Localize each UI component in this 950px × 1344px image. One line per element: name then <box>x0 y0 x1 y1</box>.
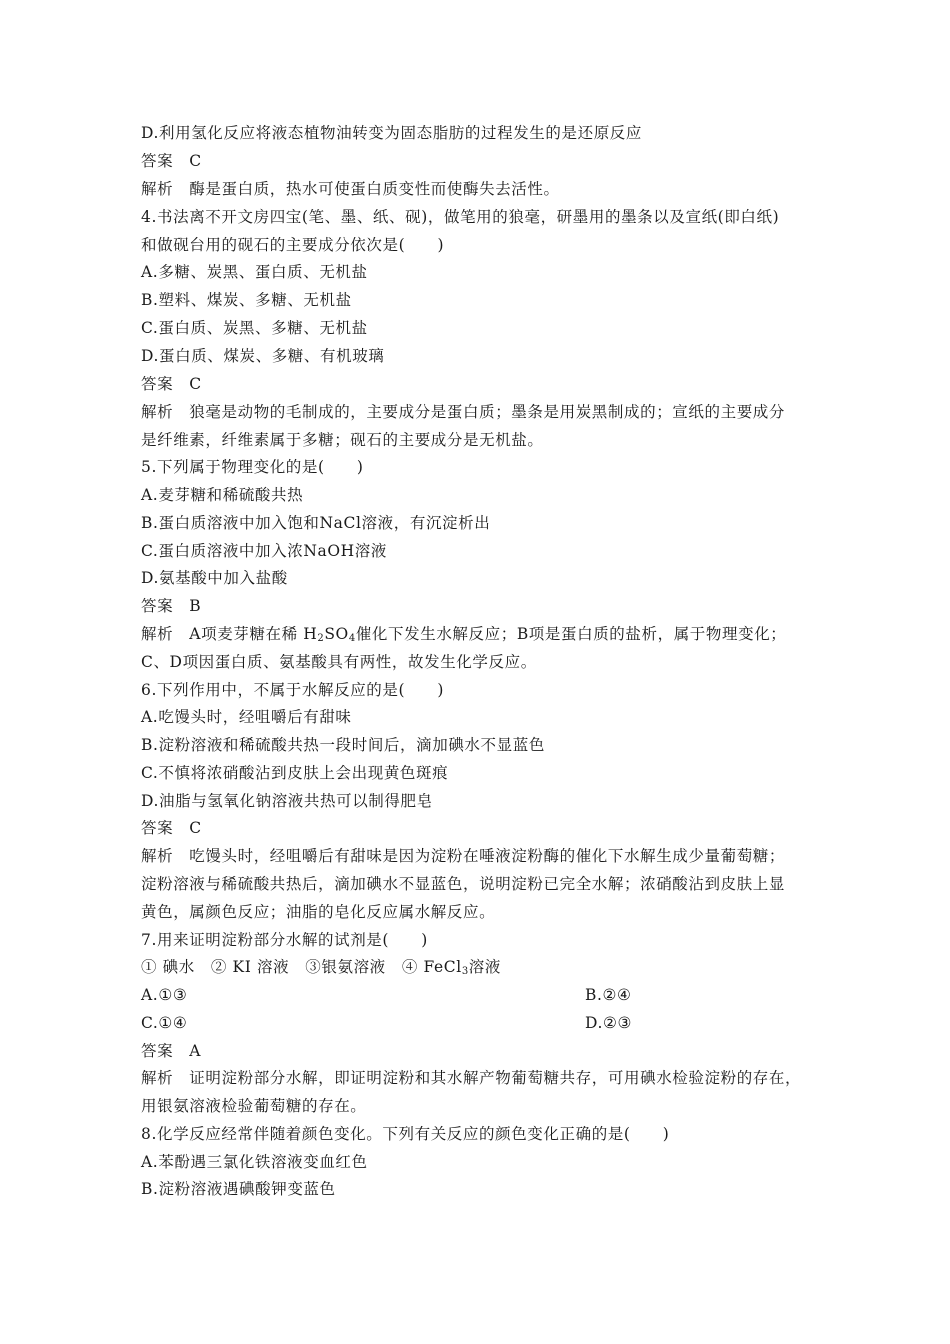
q6-option-d: D.油脂与氢氧化钠溶液共热可以制得肥皂 <box>141 792 433 810</box>
q4-option-c: C.蛋白质、炭黑、多糖、无机盐 <box>141 319 368 337</box>
q5-option-a: A.麦芽糖和稀硫酸共热 <box>141 486 304 504</box>
q4-analysis-line2: 是纤维素，纤维素属于多糖；砚石的主要成分是无机盐。 <box>141 431 544 449</box>
q7-analysis-line1: 解析 证明淀粉部分水解，即证明淀粉和其水解产物葡萄糖共存，可用碘水检验淀粉的存在， <box>141 1069 802 1087</box>
q5-answer: 答案 B <box>141 597 202 615</box>
q6-option-b: B.淀粉溶液和稀硫酸共热一段时间后，滴加碘水不显蓝色 <box>141 736 545 754</box>
q7-options-row1 <box>141 985 832 1005</box>
q7-answer: 答案 A <box>141 1042 202 1060</box>
q8-option-b: B.淀粉溶液遇碘酸钾变蓝色 <box>141 1180 336 1198</box>
q3-option-d: D.利用氢化反应将液态植物油转变为固态脂肪的过程发生的是还原反应 <box>141 124 643 142</box>
q7-option-d: D.②③ <box>585 1014 632 1032</box>
q4-stem-line2: 和做砚台用的砚石的主要成分依次是( ) <box>141 236 445 254</box>
q5-option-d: D.氨基酸中加入盐酸 <box>141 569 288 587</box>
q6-analysis-line1: 解析 吃馒头时，经咀嚼后有甜味是因为淀粉在唾液淀粉酶的催化下水解生成少量葡萄糖； <box>141 847 786 865</box>
q4-option-b: B.塑料、煤炭、多糖、无机盐 <box>141 291 352 309</box>
q3-answer: 答案 C <box>141 152 202 170</box>
q7-stem: 7.用来证明淀粉部分水解的试剂是( ) <box>141 931 428 949</box>
q4-analysis-line1: 解析 狼毫是动物的毛制成的，主要成分是蛋白质；墨条是用炭黑制成的；宣纸的主要成分 <box>141 403 786 421</box>
q3-analysis: 解析 酶是蛋白质，热水可使蛋白质变性而使酶失去活性。 <box>141 180 560 198</box>
q6-option-c: C.不慎将浓硝酸沾到皮肤上会出现黄色斑痕 <box>141 764 449 782</box>
q4-stem-line1: 4.书法离不开文房四宝(笔、墨、纸、砚)，做笔用的狼毫，研墨用的墨条以及宣纸(即白纸) <box>141 208 780 226</box>
q7-reagents: ① 碘水 ② KI 溶液 ③银氨溶液 ④ FeCl$_3$溶液 <box>141 958 501 977</box>
q8-option-a: A.苯酚遇三氯化铁溶液变血红色 <box>141 1153 368 1171</box>
q5-analysis-line1: 解析 A项麦芽糖在稀 $H_2SO_4$催化下发生水解反应；B项是蛋白质的盐析，属于物理变化； <box>141 625 787 644</box>
q6-analysis-line2: 淀粉溶液与稀硫酸共热后，滴加碘水不显蓝色，说明淀粉已完全水解；浓硝酸沾到皮肤上显 <box>141 875 786 893</box>
q4-option-d: D.蛋白质、煤炭、多糖、有机玻璃 <box>141 347 385 365</box>
q5-option-c: C.蛋白质溶液中加入浓NaOH溶液 <box>141 542 387 560</box>
q6-answer: 答案 C <box>141 819 202 837</box>
q7-option-b: B.②④ <box>585 986 632 1004</box>
q7-analysis-line2: 用银氨溶液检验葡萄糖的存在。 <box>141 1097 367 1115</box>
q7-option-c: C.①④ <box>141 1014 188 1032</box>
q8-stem: 8.化学反应经常伴随着颜色变化。下列有关反应的颜色变化正确的是( ) <box>141 1125 670 1143</box>
q6-stem: 6.下列作用中，不属于水解反应的是( ) <box>141 681 444 699</box>
q4-answer: 答案 C <box>141 375 202 393</box>
q5-option-b: B.蛋白质溶液中加入饱和NaCl溶液，有沉淀析出 <box>141 514 491 532</box>
q4-option-a: A.多糖、炭黑、蛋白质、无机盐 <box>141 263 368 281</box>
q6-analysis-line3: 黄色，属颜色反应；油脂的皂化反应属水解反应。 <box>141 903 496 921</box>
q5-analysis-line2: C、D项因蛋白质、氨基酸具有两性，故发生化学反应。 <box>141 653 537 671</box>
q7-options-row2 <box>141 1013 832 1033</box>
q7-option-a: A.①③ <box>141 986 188 1004</box>
q6-option-a: A.吃馒头时，经咀嚼后有甜味 <box>141 708 352 726</box>
q5-stem: 5.下列属于物理变化的是( ) <box>141 458 364 476</box>
